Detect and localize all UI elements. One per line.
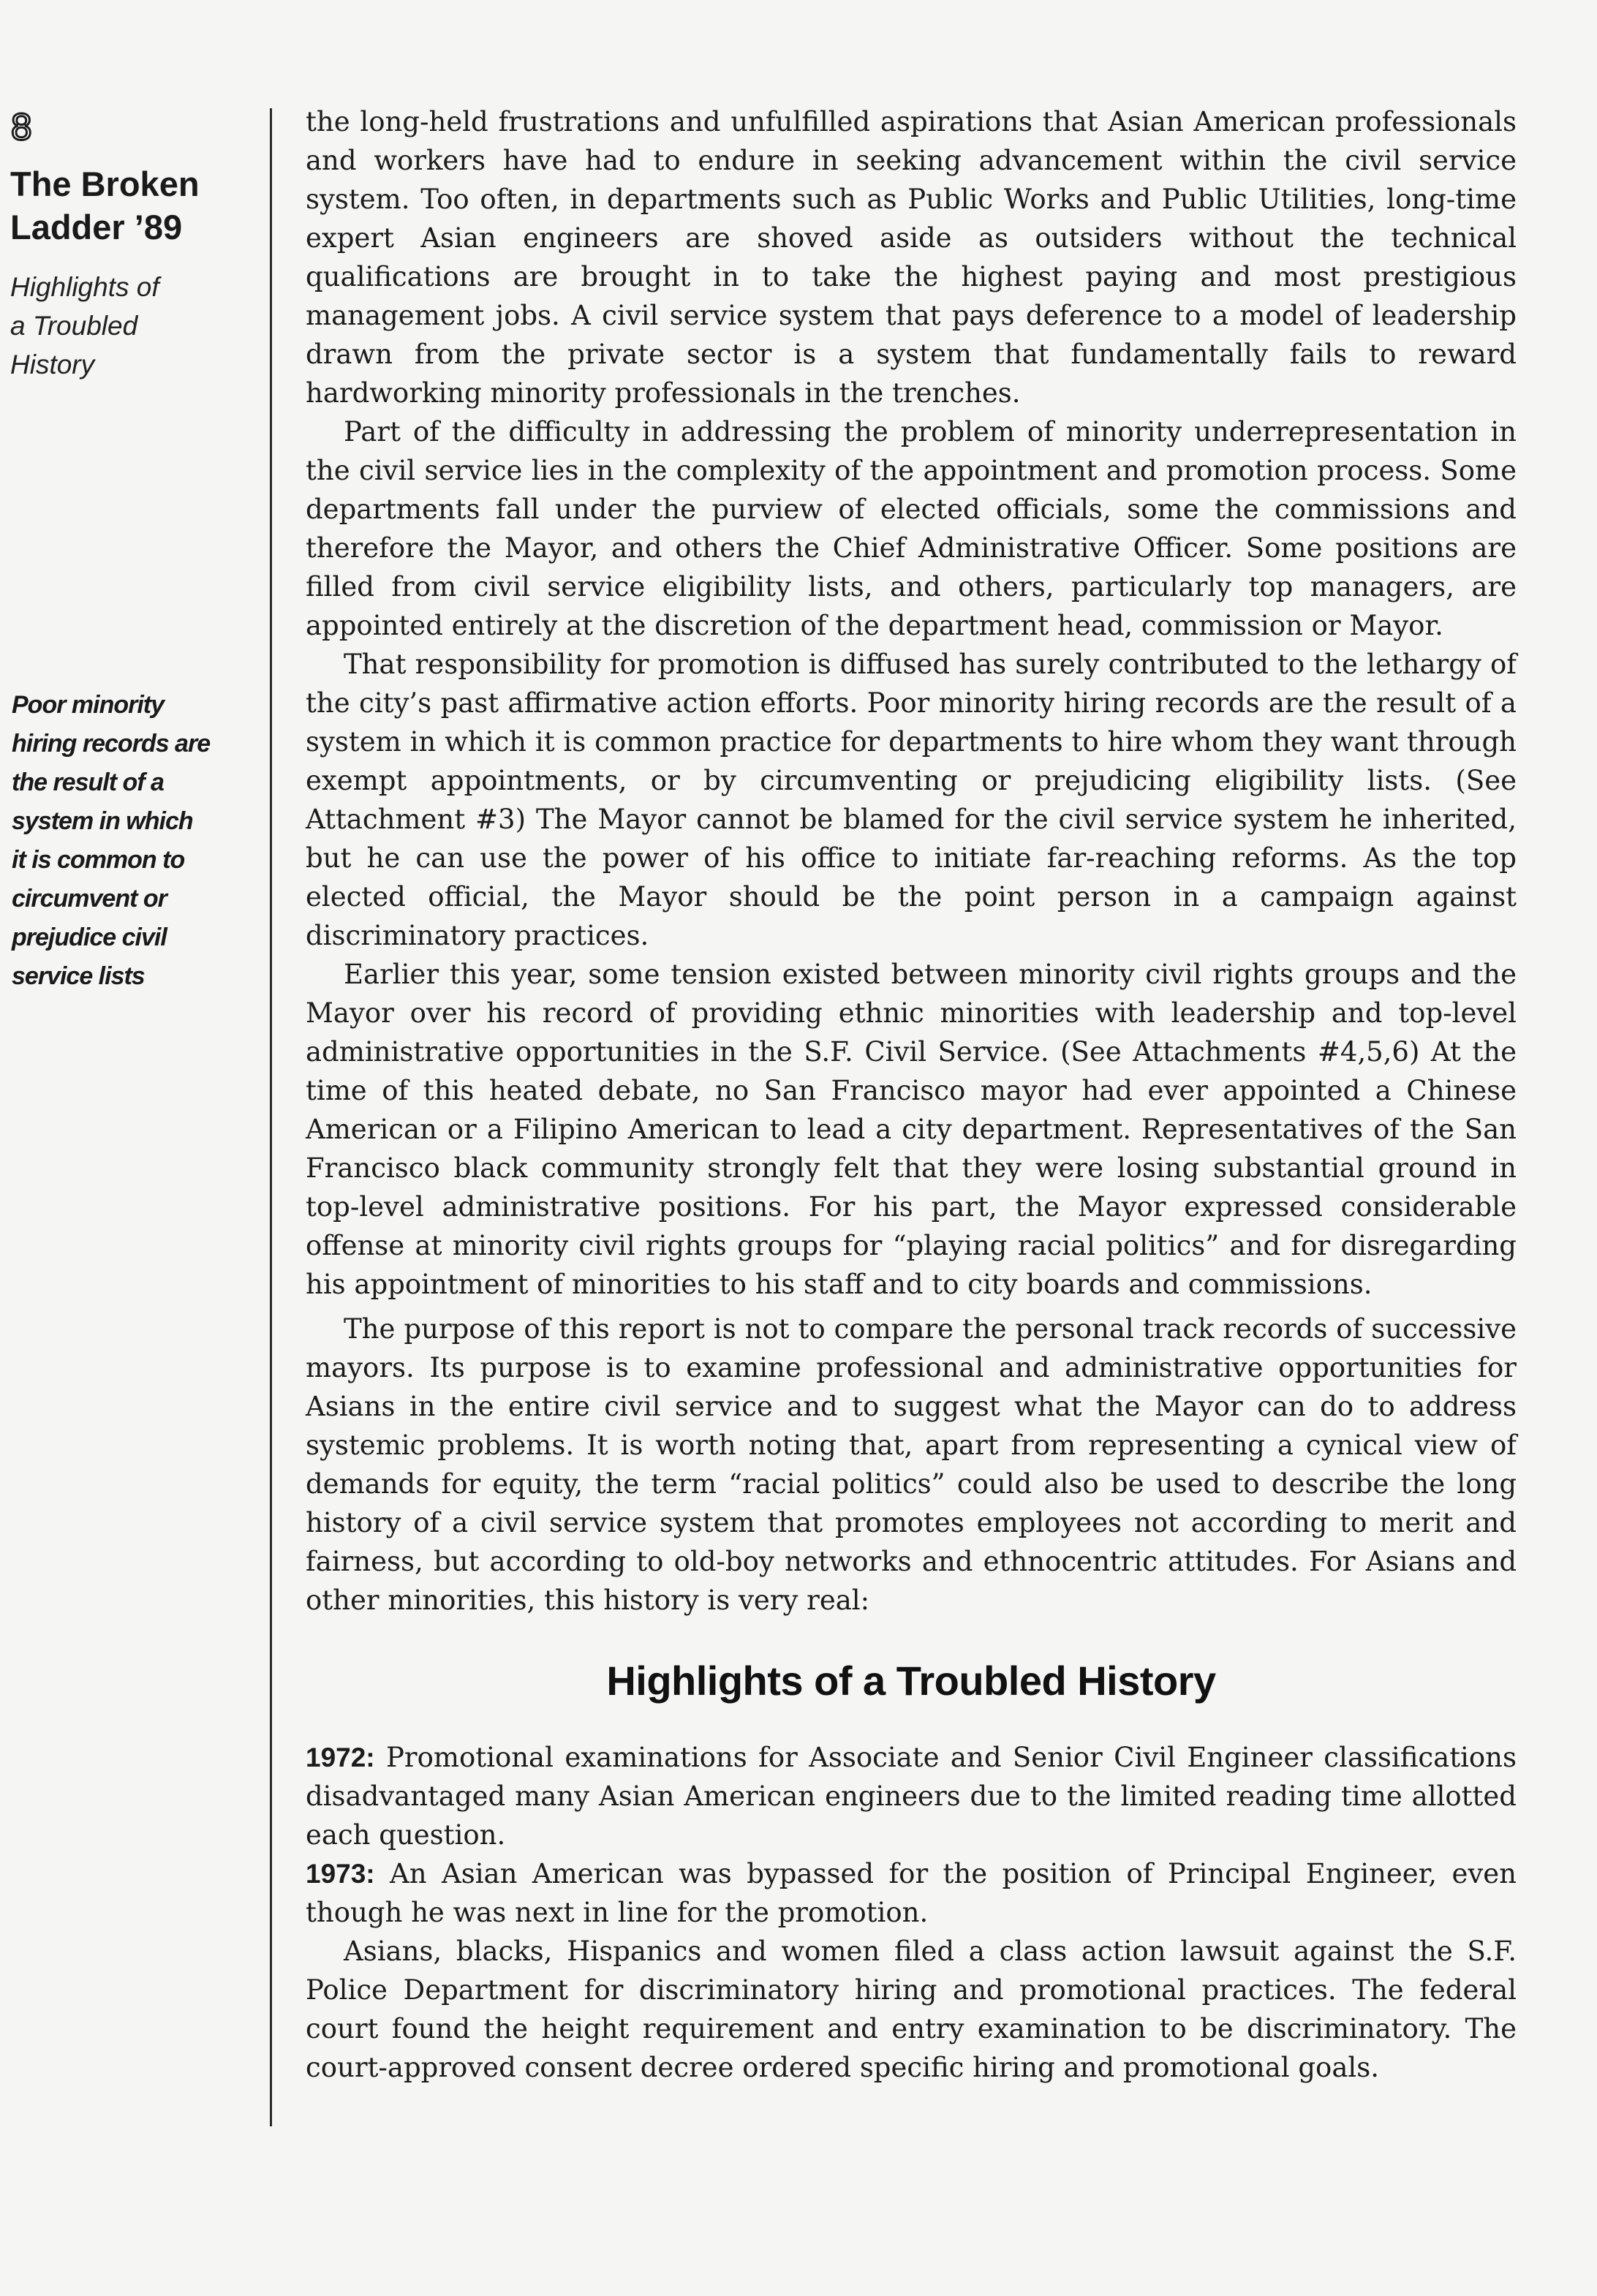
pull-quote: Poor minority hiring records are the result of a system in which it is common to circumvent or prejudice civil service lists	[12, 691, 211, 990]
history-entry	[306, 1854, 1517, 1932]
chapter-title-line-1: The Broken	[10, 165, 200, 203]
history-entry-year: 1973:	[306, 1859, 375, 1889]
body-paragraph: Earlier this year, some tension existed between minority civil rights groups and the Mayor over his record of providing ethnic minorities with leadership and top-level administrative opportunities in the S.F. Civil Service. (See Attachments #4,5,6) At the time of this heated debate, no San Francisco mayor had ever appointed a Chinese American or a Filipino American to lead a city department. Representatives of the San Francisco black community strongly felt that they were losing substantial ground in top-level administrative positions. For his part, the Mayor expressed considerable offense at minority civil rights groups for “playing racial politics” and for disregarding his appointment of minorities to his staff and to city boards and commissions.	[306, 959, 1517, 1300]
section-heading: Highlights of a Troubled History	[606, 1658, 1216, 1704]
body-paragraph: Part of the difficulty in addressing the problem of minority underrepresentation in the civil service lies in the complexity of the appointment and promotion process. Some departments fall under the purview of elected officials, some the commissions and therefore the Mayor, and others the Chief Administrative Officer. Some positions are filled from civil service eligibility lists, and others, particularly top managers, are appointed entirely at the discretion of the department head, commission or Mayor.	[306, 416, 1517, 641]
chapter-subtitle	[10, 268, 244, 384]
body-paragraph: The purpose of this report is not to compare the personal track records of successive mayors. Its purpose is to examine professional and administrative opportunities for Asians in the entire civil service and to suggest what the Mayor can do to address systemic problems. It is worth noting that, apart from representing a cynical view of demands for equity, the term “racial politics” could also be used to describe the long history of a civil service system that promotes employees not according to merit and fairness, but according to old-boy networks and ethnocentric attitudes. For Asians and other minorities, this history is very real:	[306, 1313, 1517, 1616]
page-number: 8	[10, 107, 33, 148]
history-entry-text: An Asian American was bypassed for the position of Principal Engineer, even though he was next in line for the promotion.	[306, 1858, 1517, 1928]
chapter-title-line-2: Ladder ’89	[10, 208, 183, 246]
history-entry	[306, 1738, 1517, 1854]
body-paragraph: Asians, blacks, Hispanics and women filed a class action lawsuit against the S.F. Police Department for discriminatory hiring and promotional practices. The federal court found the height requirement and entry examination to be discriminatory. The court-approved consent decree ordered specific hiring and promotional goals.	[306, 1936, 1517, 2083]
history-entry-text: Promotional examinations for Associate and Senior Civil Engineer classifications disadvantaged many Asian American engineers due to the limited reading time allotted each question.	[306, 1742, 1517, 1851]
chapter-subtitle-line-1: Highlights of	[10, 272, 159, 302]
chapter-subtitle-line-2: a Troubled	[10, 311, 138, 341]
column-divider	[270, 108, 272, 2126]
main-text-column	[306, 102, 1517, 2087]
chapter-title	[10, 162, 244, 249]
chapter-subtitle-line-3: History	[10, 350, 95, 379]
history-entry-year: 1972:	[306, 1742, 375, 1772]
body-paragraph: the long-held frustrations and unfulfilled aspirations that Asian American professionals and workers have had to endure in seeking advancement within the civil service system. Too often, in departments such as Public Works and Public Utilities, long-time expert Asian engineers are shoved aside as outsiders without the technical qualifications are brought in to take the highest paying and most prestigious management jobs. A civil service system that pays deference to a model of leadership drawn from the private sector is a system that fundamentally fails to reward hardworking minority professionals in the trenches.	[306, 106, 1517, 409]
body-paragraph: That responsibility for promotion is diffused has surely contributed to the lethargy of the city’s past affirmative action efforts. Poor minority hiring records are the result of a system in which it is common practice for departments to hire whom they want through exempt appointments, or by circumventing or prejudicing eligibility lists. (See Attachment #3) The Mayor cannot be blamed for the civil service system he inherited, but he can use the power of his office to initiate far-reaching reforms. As the top elected official, the Mayor should be the point person in a campaign against discriminatory practices.	[306, 649, 1517, 951]
